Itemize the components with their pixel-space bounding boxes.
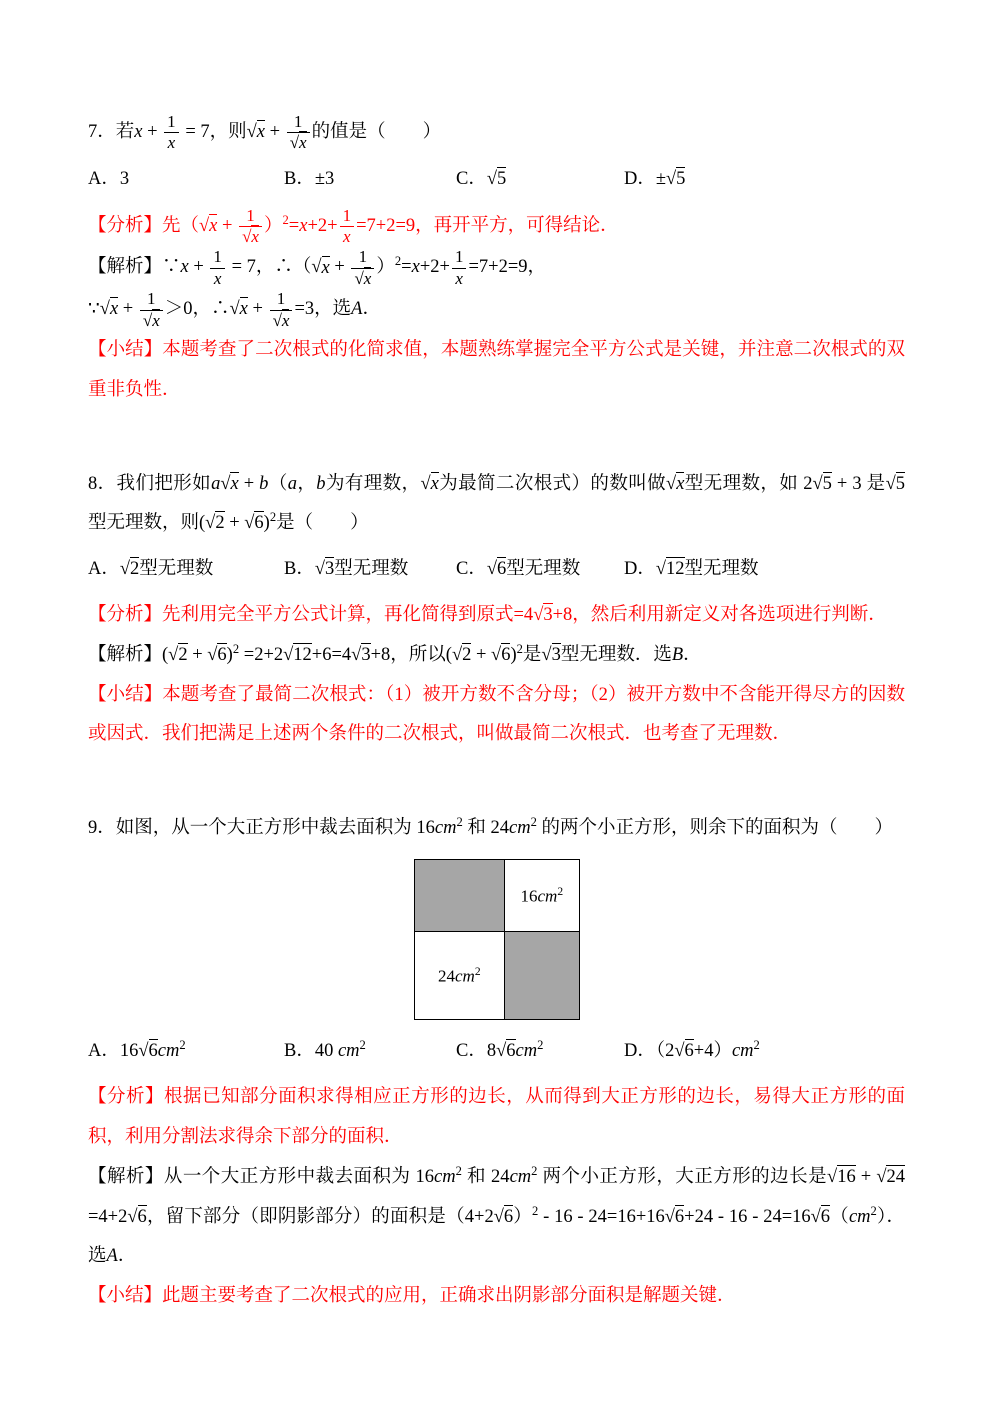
q7-summary: 【小结】本题考查了二次根式的化简求值，本题熟练掌握完全平方公式是关键，并注意二次根式的双重非负性． [88, 340, 905, 400]
q8-solution-line-1: 【解析】$(√2 + √6)^2 =2+2√12+6=4√3+8$，所以$(√2 + √6)^2$是√3型无理数．选B． [88, 641, 702, 665]
q7-options-row [88, 160, 905, 200]
q8-summary: 【小结】本题考查了最简二次根式：（1）被开方数不含分母；（2）被开方数中不含能开得尽方的因数或因式．我们把满足上述两个条件的二次根式，叫做最简二次根式．也考查了无理数． [88, 684, 905, 745]
shaded-region-top-left [415, 860, 505, 931]
q8-option-a: A．√2型无理数 [88, 559, 214, 580]
area-label-16: $16cm^2$ [520, 884, 564, 906]
q8-options-row [88, 550, 905, 590]
question-9 [88, 809, 905, 1317]
q9-summary: 【小结】此题主要考查了二次根式的应用，正确求出阴影部分面积是解题关键． [88, 1286, 736, 1307]
q9-stem: 9．如图，从一个大正方形中裁去面积为 $16cm^2$ 和 $24cm^2$ 的两个小正方形，则余下的面积为（ ） [88, 815, 894, 839]
q7-option-d: D．±√5 [624, 168, 686, 189]
q9-option-b: B．40 $cm^2$ [284, 1038, 366, 1062]
q9-option-a: A．$16√6cm^2$ [88, 1038, 186, 1062]
area-label-24: $24cm^2$ [438, 964, 481, 986]
question-8 [88, 465, 905, 756]
q8-option-d: D．√12型无理数 [624, 559, 759, 580]
question-7 [88, 112, 905, 411]
q7-stem: 7．若x + $\frac{1}{x}$ = 7，则√x + $\frac{1}{√x}$ 的值是（ ） [88, 112, 442, 153]
q7-option-b: B．±3 [284, 168, 335, 189]
q9-option-c: C．$8√6cm^2$ [456, 1038, 544, 1062]
q9-analysis: 【分析】根据已知部分面积求得相应正方形的边长，从而得到大正方形的边长，易得大正方形的面积，利用分割法求得余下部分的面积． [88, 1087, 905, 1147]
q9-option-d: D．$(2√6+4)cm^2$ [624, 1038, 760, 1062]
q8-option-b: B．√3型无理数 [284, 559, 409, 580]
q7-option-c: C．√5 [456, 168, 507, 189]
q8-option-c: C．√6型无理数 [456, 559, 581, 580]
q7-analysis: 【分析】先（√x + $\frac{1}{√x}$ ）$^2$=x+2+ $\frac{1}{x}$ =7+2=9，再开平方，可得结论． [88, 205, 619, 246]
q7-solution-line-1: 【解析】∵x + $\frac{1}{x}$ = 7，∴（√x + $\frac{1}{√x}$ ）$^2$=x+2+ $\frac{1}{x}$ =7+2=9， [88, 247, 547, 288]
big-square [414, 859, 580, 1020]
q7-solution-line-2: ∵√x + $\frac{1}{√x}$ ＞0，∴√x + $\frac{1}{√x}$ =3，选A． [88, 289, 381, 330]
q7-option-a: A．3 [88, 168, 130, 189]
q8-analysis: 【分析】先利用完全平方公式计算，再化简得到原式=4√3+8，然后利用新定义对各选项进行判断． [88, 605, 887, 625]
q9-solution-line-1: 【解析】从一个大正方形中裁去面积为 $16cm^2$ 和 $24cm^2$ 两个小正方形，大正方形的边长是√16 + √24 =4+2√6，留下部分（即阴影部分）的面积是$(4+2√6)^2 - 16 - 24=16+16√6+24 - 16 - 24=16√6(cm^2)$．选A． [88, 1163, 905, 1267]
q9-figure [88, 859, 905, 1020]
q9-options-row [88, 1032, 905, 1072]
shaded-region-bottom-right [505, 932, 578, 1019]
cut-square-16 [505, 860, 578, 931]
q8-stem: 8．我们把形如a√x + b（a，b为有理数，√x为最简二次根式）的数叫做√x型无理数，如 2√5 + 3 是√5型无理数，则$(√2 + √6)^2$是（ ） [88, 473, 905, 534]
cut-square-24 [415, 932, 505, 1019]
